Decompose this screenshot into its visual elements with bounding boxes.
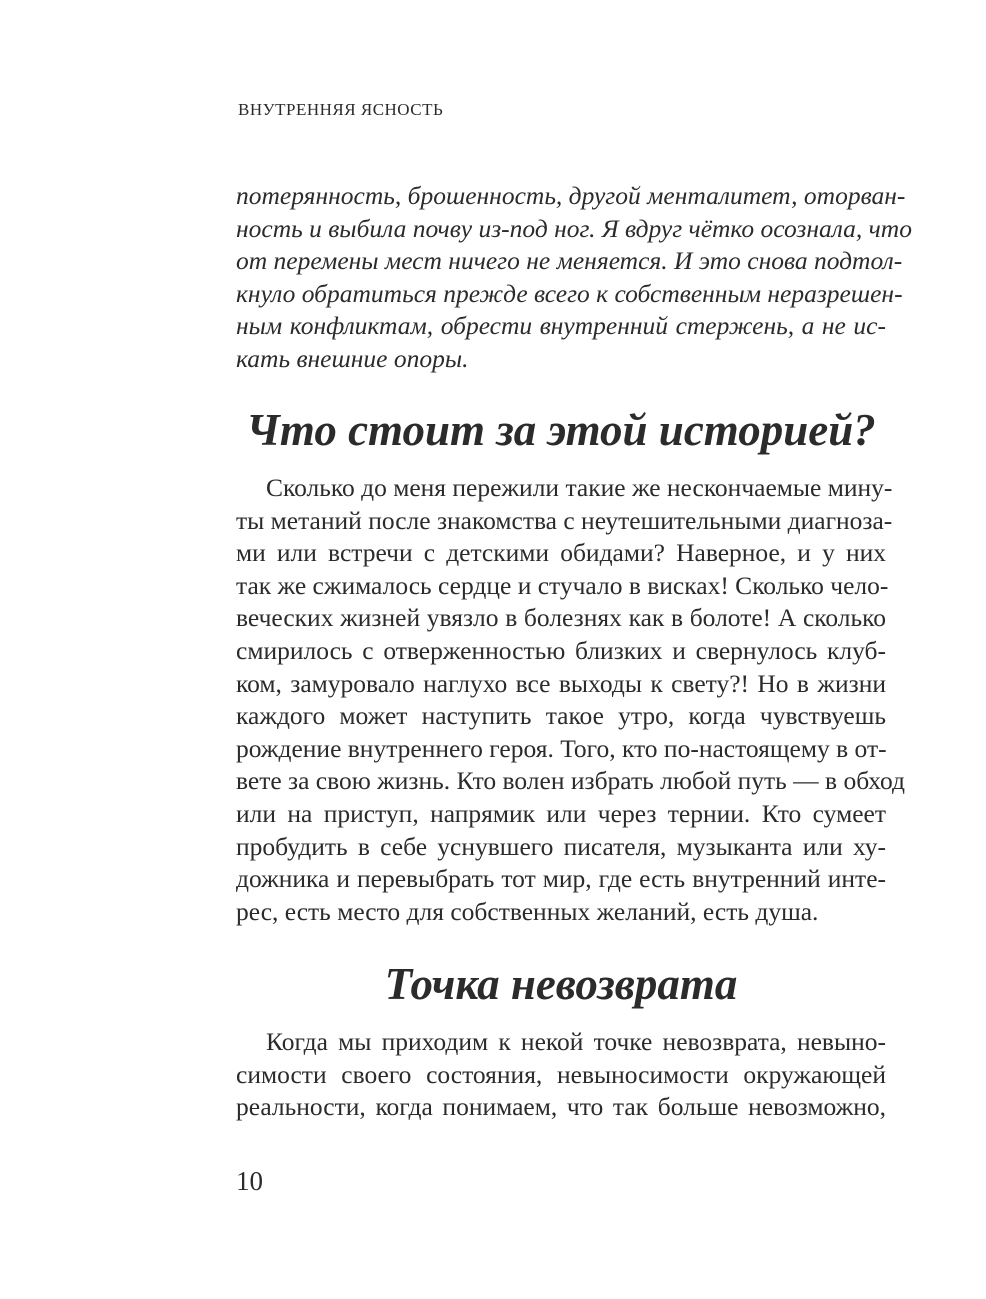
text-line: рес, есть место для собственных желаний, есть душа. [236, 896, 819, 926]
text-line: Сколько до меня пережили такие же нескончаемые мину- [266, 473, 893, 502]
body-paragraph [236, 1026, 886, 1124]
text-line: ком, замуровало наглухо все выходы к свету?! Но в жизни [236, 668, 886, 698]
text-line: ты метаний после знакомства с неутешительными диагноза- [236, 505, 893, 535]
text-line: каждого может наступить такое утро, когда чувствуешь [236, 701, 886, 731]
text-line: кнуло обратиться прежде всего к собственным неразрешен- [236, 278, 903, 308]
text-line: или на приступ, напрямик или через тернии. Кто сумеет [236, 798, 886, 828]
text-line: ным конфликтам, обрести внутренний стержень, а не ис- [236, 311, 886, 341]
text-line: веческих жизней увязло в болезнях как в болоте! А сколько [236, 603, 886, 633]
text-line: симости своего состояния, невыносимости окружающей [236, 1059, 886, 1089]
text-line: ность и выбила почву из-под ног. Я вдруг чётко осознала, что [236, 213, 912, 243]
text-line: рождение внутреннего героя. Того, кто по-настоящему в от- [236, 733, 887, 763]
text-line: кать внешние опоры. [236, 343, 469, 373]
text-line: вете за свою жизнь. Кто волен избрать любой путь — в обход [236, 766, 905, 796]
running-head: ВНУТРЕННЯЯ ЯСНОСТЬ [238, 100, 444, 119]
text-line: смирилось с отверженностью близких и свернулось клуб- [236, 635, 886, 665]
section-heading: Что стоит за этой историей? [246, 405, 876, 455]
page-number: 10 [236, 1166, 263, 1196]
text-line: реальности, когда понимаем, что так больше невозможно, [236, 1092, 886, 1122]
text-line: пробудить в себе уснувшего писателя, музыканта или ху- [236, 831, 886, 861]
text-line: дожника и перевыбрать тот мир, где есть внутренний инте- [236, 864, 886, 894]
text-line: потерянность, брошенность, другой менталитет, оторван- [236, 181, 906, 210]
text-line: от перемены мест ничего не меняется. И это снова подтол- [236, 246, 903, 276]
text-line: ми или встречи с детскими обидами? Наверное, и у них [236, 538, 886, 568]
text-line: так же сжималось сердце и стучало в висках! Сколько чело- [236, 570, 889, 600]
text-line: Когда мы приходим к некой точке невозврата, невыно- [266, 1027, 886, 1056]
section-heading: Точка невозврата [384, 959, 738, 1009]
italic-passage [236, 180, 912, 376]
body-paragraph [236, 472, 905, 928]
